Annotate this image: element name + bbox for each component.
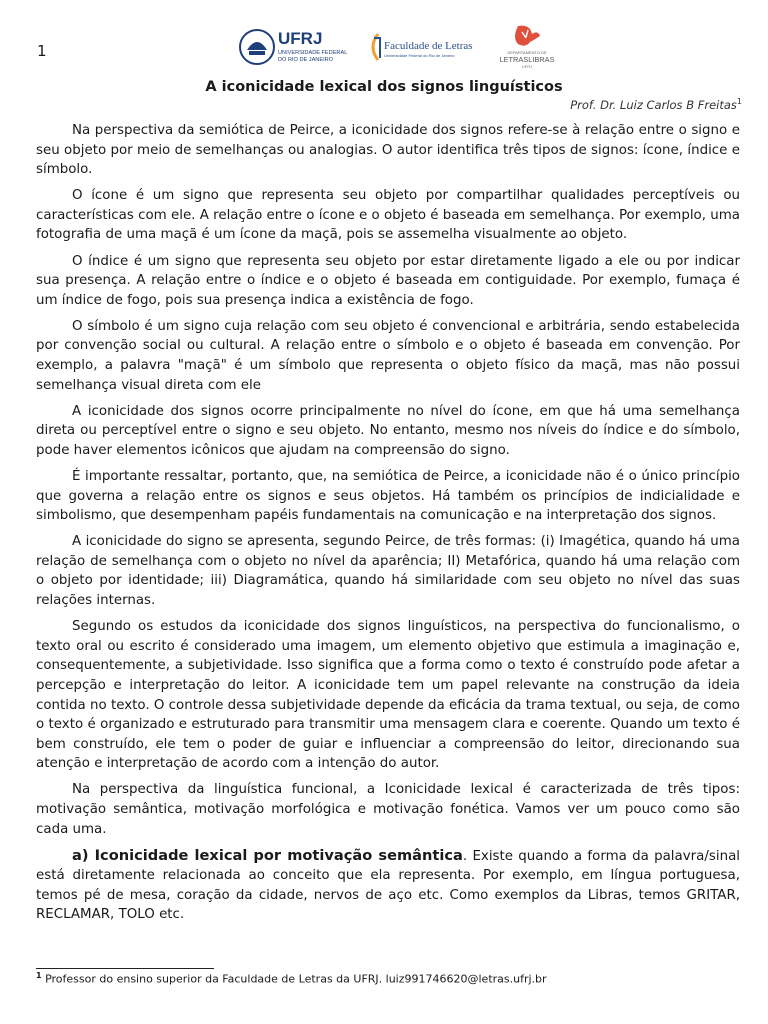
ufrj-logo-sub1: UNIVERSIDADE FEDERAL [278, 50, 348, 56]
faculdade-letras-logo [366, 30, 478, 64]
institution-logos [238, 24, 568, 72]
ufrj-logo-sub2: DO RIO DE JANEIRO [278, 57, 334, 63]
subsection-heading: a) Iconicidade lexical por motivação semântica [72, 846, 463, 864]
document-body [36, 121, 740, 932]
footnote-separator [36, 968, 214, 969]
paragraph: O símbolo é um signo cuja relação com seu objeto é convencional e arbitrária, sendo estabelecida por convenção social ou cultural. A relação entre o símbolo e o objeto é baseada em convenção. Por exemplo, a palavra "maçã" é um símbolo que representa o objeto físico da maçã, mas não possui semelhança visual direta com ele [36, 318, 740, 393]
letras-libras-logo [496, 24, 558, 70]
paragraph: O ícone é um signo que representa seu objeto por compartilhar qualidades perceptíveis ou características com ele. A relação entre o ícone e o objeto é baseada em semelhança. Por exemplo, uma fotografia de uma maçã é um ícone da maçã, pois se assemelha visualmente ao objeto. [36, 188, 740, 243]
author-name: Prof. Dr. Luiz Carlos B Freitas [570, 97, 737, 112]
ufrj-logo-name: UFRJ [278, 29, 323, 48]
paragraph: Na perspectiva da linguística funcional, a Iconicidade lexical é caracterizada de três tipos: motivação semântica, motivação morfológica e motivação fonética. Vamos ver um pouco como são cada uma. [36, 782, 740, 837]
paragraph: Segundo os estudos da iconicidade dos signos linguísticos, na perspectiva do funcionalismo, o texto oral ou escrito é considerado uma imagem, um elemento objetivo que estimula a imaginação e, consequentemente, a subjetividade. Isso significa que a forma como o texto é construído pode afetar a percepção e interpretação do leitor. A iconicidade tem um papel relevante na construção da ideia contida no texto. O controle dessa subjetividade depende da eficácia da trama textual, ou seja, de como o texto é organizado e estruturado para transmitir uma mensagem clara e coerente. Quando um texto é bem construído, ele tem o poder de guiar e influenciar a compreensão do leitor, direcionando sua atenção e interpretação de acordo com a intenção do autor. [36, 619, 740, 772]
paragraph-semantic-motivation [36, 846, 740, 925]
libras-logo-name: LETRASLIBRAS [499, 55, 555, 64]
libras-logo-sub: UFRJ [521, 64, 533, 69]
ufrj-logo [238, 26, 358, 68]
author-line [570, 97, 742, 112]
paragraph: Na perspectiva da semiótica de Peirce, a iconicidade dos signos refere-se à relação entre o signo e seu objeto por meio de semelhanças ou analogias. O autor identifica três tipos de signos: ícone, índice e símbolo. [36, 123, 740, 178]
letras-logo-name: Faculdade de Letras [384, 40, 473, 52]
libras-logo-top: DEPARTAMENTO DE [507, 50, 547, 55]
letras-logo-sub: Universidade Federal do Rio de Janeiro [384, 53, 455, 58]
paragraph: A iconicidade dos signos ocorre principalmente no nível do ícone, em que há uma semelhança direta ou perceptível entre o signo e seu objeto. No entanto, mesmo nos níveis do índice e do símbolo, pode haver elementos icônicos que ajudam na compreensão do signo. [36, 403, 740, 458]
paragraph-text: . Existe quando a forma da palavra/sinal está diretamente relacionada ao conceito que ela representa. Por exemplo, em língua portuguesa, temos pé de mesa, coração da cidade, nervos de aço etc. Como exemplos da Libras, temos GRITAR, RECLAMAR, TOLO etc. [36, 848, 740, 923]
paragraph: A iconicidade do signo se apresenta, segundo Peirce, de três formas: (i) Imagética, quando há uma relação de semelhança com o objeto no nível da aparência; II) Metafórica, quando há uma relação com o objeto por identidade; iii) Diagramática, quando há similaridade com seu objeto no nível das suas relações internas. [36, 534, 740, 609]
page-number: 1 [37, 42, 47, 60]
document-title: A iconicidade lexical dos signos linguísticos [205, 79, 563, 95]
footnote [36, 971, 547, 986]
footnote-mark: 1 [36, 971, 42, 980]
author-footnote-mark: 1 [736, 97, 742, 106]
footnote-text: Professor do ensino superior da Faculdade de Letras da UFRJ. luiz991746620@letras.ufrj.br [41, 972, 547, 986]
paragraph: É importante ressaltar, portanto, que, na semiótica de Peirce, a iconicidade não é o único princípio que governa a relação entre os signos e seus objetos. Há também os princípios de indicialidade e simbolismo, que desempenham papéis fundamentais na comunicação e na interpretação dos signos. [36, 469, 740, 524]
paragraph: O índice é um signo que representa seu objeto por estar diretamente ligado a ele ou por indicar sua presença. A relação entre o índice e o objeto é baseada em contiguidade. Por exemplo, fumaça é um índice de fogo, pois sua presença indica a existência de fogo. [36, 253, 740, 308]
